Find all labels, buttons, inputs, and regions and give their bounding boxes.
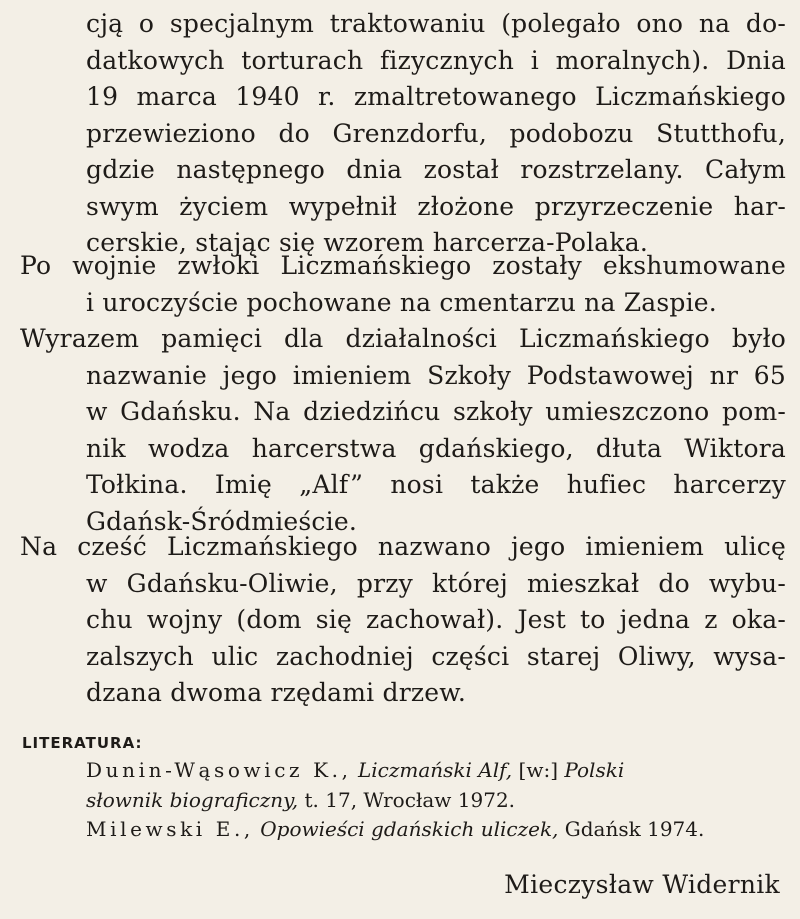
text-line: cją o specjalnym traktowaniu (polegało ono na do- <box>86 9 786 38</box>
text-line: przewieziono do Grenzdorfu, podobozu Stutthofu, <box>86 118 786 148</box>
text-line: 19 marca 1940 r. zmaltretowanego Liczmańskiego <box>86 82 786 111</box>
paragraph-2 <box>20 248 786 321</box>
text-line: Po wojnie zwłoki Liczmańskiego zostały ekshumowane <box>20 251 786 280</box>
reference-title: Opowieści gdańskich uliczek, <box>260 817 559 841</box>
reference-source: Polski <box>564 758 625 782</box>
text-line: datkowych torturach fizycznych i moralnych). Dnia <box>86 45 786 75</box>
literature-reference-2 <box>86 814 786 844</box>
reference-line <box>86 785 786 815</box>
literature-heading: LITERATURA: <box>22 734 143 752</box>
text-line: swym życiem wypełnił złożone przyrzeczenie har- <box>86 191 786 221</box>
text-line: Gdańsk-Śródmieście. <box>86 506 357 536</box>
literature-reference-1 <box>86 755 786 815</box>
text-line: zalszych ulic zachodniej części starej Oliwy, wysa- <box>86 641 786 671</box>
text-line: dzana dwoma rzędami drzew. <box>86 678 467 707</box>
text-line: nazwanie jego imieniem Szkoły Podstawowej nr 65 <box>86 360 786 390</box>
text-line: gdzie następnego dnia został rozstrzelany. Całym <box>86 155 786 184</box>
text-line: Na cześć Liczmańskiego nazwano jego imieniem ulicę <box>20 532 786 561</box>
reference-details: t. 17, Wrocław 1972. <box>304 788 516 812</box>
text-line: cerskie, stając się wzorem harcerza-Polaka. <box>86 228 648 257</box>
text-line: w Gdańsku. Na dziedzińcu szkoły umieszczono pom- <box>86 397 786 426</box>
reference-author: Milewski E., <box>86 817 254 841</box>
text-line: Tołkina. Imię „Alf” nosi także hufiec harcerzy <box>86 470 786 499</box>
reference-details: Gdańsk 1974. <box>564 817 705 841</box>
reference-source: słownik biograficzny, <box>86 788 299 812</box>
paragraph-4 <box>20 529 786 712</box>
reference-author: Dunin-Wąsowicz K., <box>86 758 352 782</box>
text-line: chu wojny (dom się zachował). Jest to jedna z oka- <box>86 605 786 634</box>
paragraph-3 <box>20 321 786 540</box>
text-line: nik wodza harcerstwa gdańskiego, dłuta Wiktora <box>86 433 786 463</box>
paragraph-1 <box>86 6 786 262</box>
reference-title: Liczmański Alf, <box>357 758 513 782</box>
text-line: Wyrazem pamięci dla działalności Liczmańskiego było <box>20 324 786 353</box>
author-signature: Mieczysław Widernik <box>504 870 780 899</box>
text-line: w Gdańsku-Oliwie, przy której mieszkał do wybu- <box>86 568 786 598</box>
reference-line <box>86 755 786 785</box>
text-line: i uroczyście pochowane na cmentarzu na Zaspie. <box>86 287 717 317</box>
reference-in: [w:] <box>518 758 558 782</box>
